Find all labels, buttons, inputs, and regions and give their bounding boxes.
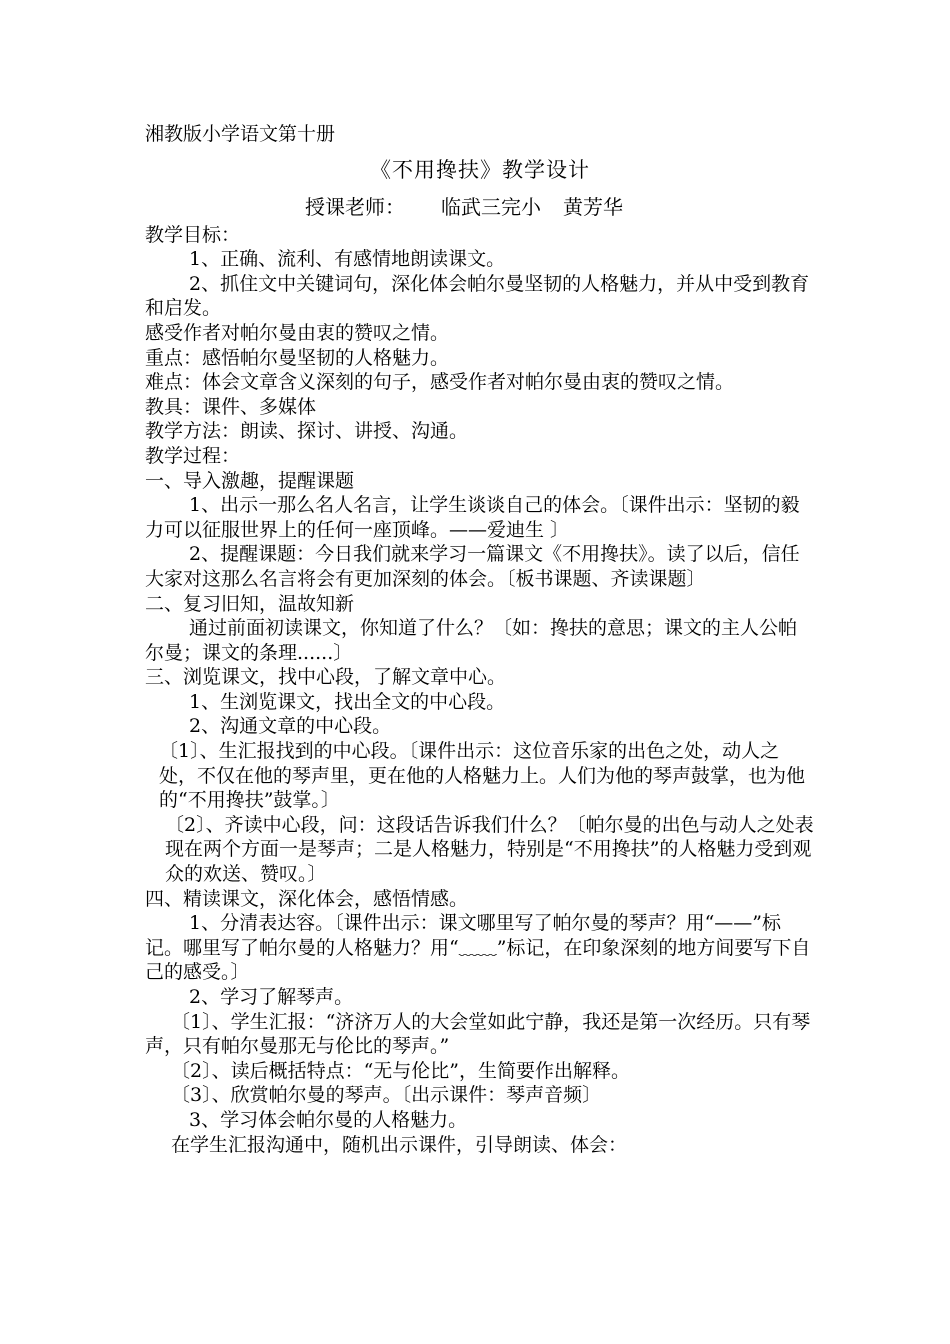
paragraph: 在学生汇报沟通中，随机出示课件，引导朗读、体会： [171, 1133, 628, 1156]
teaching-aids: 教具：课件、多媒体 [145, 395, 317, 418]
teaching-methods: 教学方法：朗读、探讨、讲授、沟通。 [145, 420, 469, 443]
paragraph: 通过前面初读课文，你知道了什么？〔如：搀扶的意思；课文的主人公帕尔曼；课文的条理......〕 [145, 617, 798, 664]
paragraph: 1、生浏览课文，找出全文的中心段。 [189, 690, 506, 713]
goal-item: 感受作者对帕尔曼由衷的赞叹之情。 [145, 321, 450, 344]
paragraph: 2、学习了解琴声。 [189, 986, 354, 1008]
paragraph: 1、出示一那么名人名言，让学生谈谈自己的体会。〔课件出示：坚韧的毅力可以征服世界上的任何一座顶峰。——爱迪生 〕 [145, 494, 800, 541]
step-heading: 一、导入激趣，提醒课题 [145, 469, 355, 492]
document-header: 湘教版小学语文第十册 [145, 123, 336, 145]
teacher-label: 授课老师： [305, 194, 405, 219]
paragraph: 1、分清表达容。〔课件出示：课文哪里写了帕尔曼的琴声？用“——”标记。哪里写了帕尔曼的人格魅力？用“﹏﹏”标记，在印象深刻的地方间要写下自己的感受。〕 [145, 912, 811, 984]
paragraph: 〔2〕、读后概括特点：“无与伦比”，生简要作出解释。 [171, 1059, 631, 1082]
step-heading: 四、精读课文，深化体会，感悟情感。 [145, 887, 469, 910]
goal-item: 1、正确、流利、有感情地朗读课文。 [189, 248, 506, 271]
step-heading: 三、浏览课文，找中心段，了解文章中心。 [145, 666, 507, 689]
teacher-line [145, 193, 815, 221]
document-page [145, 122, 815, 1157]
paragraph: 2、提醒课题：今日我们就来学习一篇课文《不用搀扶》。读了以后，信任大家对这那么名言将会有更加深刻的体会。〔板书课题、齐读课题〕 [145, 543, 800, 590]
step-heading: 二、复习旧知，温故知新 [145, 592, 355, 615]
difficult-point: 难点：体会文章含义深刻的句子，感受作者对帕尔曼由衷的赞叹之情。 [145, 371, 735, 394]
teacher-name: 黄芳华 [563, 194, 623, 219]
teacher-school: 临武三完小 [441, 194, 541, 219]
section-heading-goals: 教学目标： [145, 223, 241, 246]
paragraph: 〔2〕、齐读中心段，问：这段话告诉我们什么？〔帕尔曼的出色与动人之处表现在两个方面一是琴声；二是人格魅力，特别是“不用搀扶”的人格魅力受到观众的欢送、赞叹。〕 [165, 813, 814, 886]
paragraph: 〔1〕、生汇报找到的中心段。〔课件出示：这位音乐家的出色之处，动人之处，不仅在他的琴声里，更在他的人格魅力上。人们为他的琴声鼓掌，也为他的“不用搀扶”鼓掌。〕 [159, 740, 806, 812]
paragraph: 2、沟通文章的中心段。 [189, 715, 392, 738]
goal-item: 2、抓住文中关键词句，深化体会帕尔曼坚韧的人格魅力，并从中受到教育和启发。 [145, 272, 810, 320]
paragraph: 3、学习体会帕尔曼的人格魅力。 [189, 1108, 468, 1131]
document-title: 《不用搀扶》教学设计 [370, 157, 590, 182]
key-point: 重点：感悟帕尔曼坚韧的人格魅力。 [145, 346, 450, 369]
section-heading-process: 教学过程： [145, 444, 241, 467]
paragraph: 〔1〕、学生汇报：“济济万人的大会堂如此宁静，我还是第一次经历。只有琴声，只有帕尔曼那无与伦比的琴声。” [145, 1010, 811, 1058]
paragraph: 〔3〕、欣赏帕尔曼的琴声。〔出示课件：琴声音频〕 [171, 1084, 602, 1107]
